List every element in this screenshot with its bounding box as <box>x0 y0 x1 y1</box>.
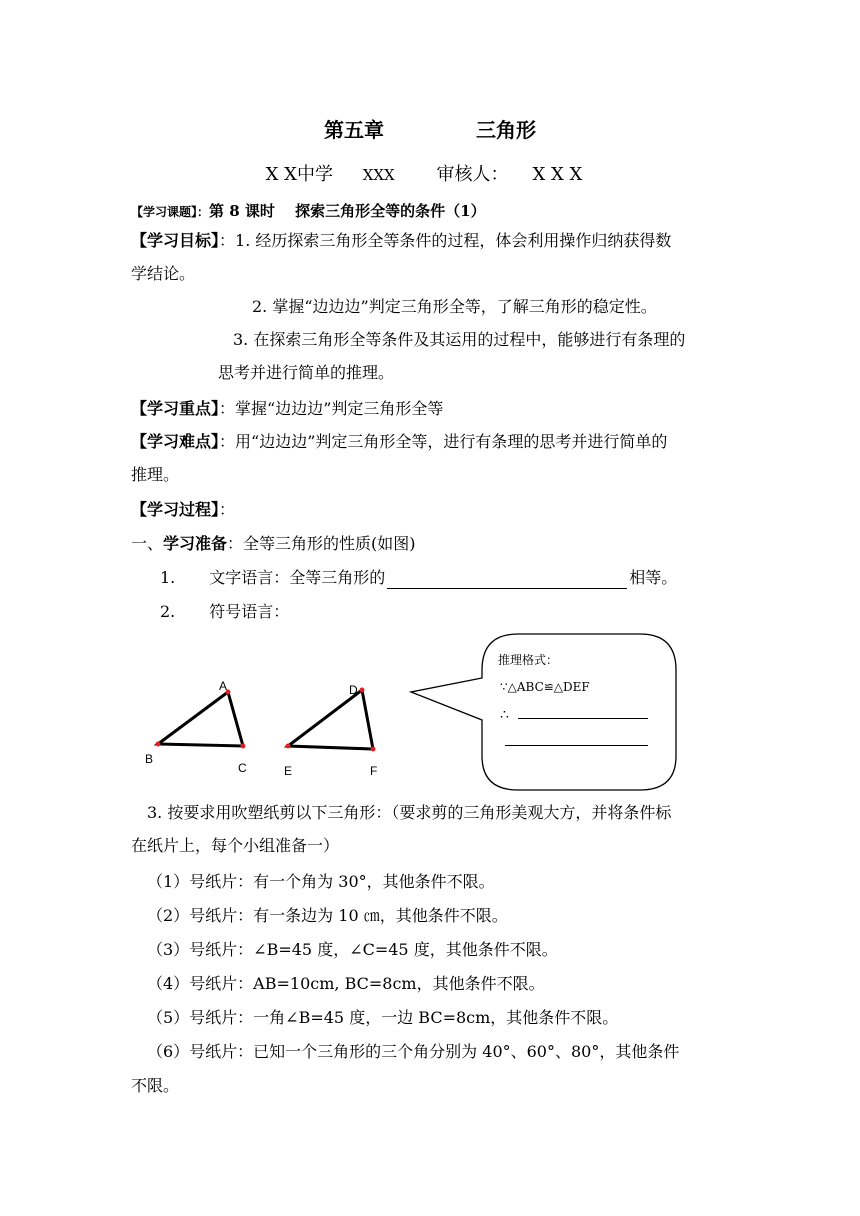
label-f: F <box>370 764 378 778</box>
bubble-blank-2[interactable] <box>505 729 648 746</box>
key-point-label: 【学习重点】 <box>131 399 220 418</box>
vertex-f <box>371 747 376 752</box>
reviewer-name: X X X <box>532 164 583 185</box>
triangle-def <box>288 690 373 749</box>
goal-2: 2. 掌握“边边边”判定三角形全等，了解三角形的稳定性。 <box>252 297 657 316</box>
section-1-text: 全等三角形的性质(如图) <box>243 534 416 553</box>
card-item-1: （1）号纸片：有一个角为 30°，其他条件不限。 <box>147 872 495 891</box>
card-item-6: （6）号纸片：已知一个三角形的三个角分别为 40°、60°、80°，其他条件 <box>147 1042 680 1061</box>
vertex-e <box>286 744 291 749</box>
lesson-label: 【学习课题】 <box>131 205 198 219</box>
key-point-line: 【学习重点】：掌握“边边边”判定三角形全等 <box>131 399 444 418</box>
difficulty-text: 用“边边边”判定三角形全等，进行有条理的思考并进行简单的 <box>235 432 668 451</box>
author-name: XXX <box>362 166 395 184</box>
chapter-topic: 三角形 <box>476 118 536 142</box>
difficulty-line-2: 推理。 <box>131 465 180 484</box>
item-3-line-2: 在纸片上，每个小组准备一） <box>131 836 340 855</box>
school-name: X X中学 <box>265 164 333 185</box>
triangle-abc <box>158 692 243 746</box>
label-e: E <box>284 764 293 778</box>
section-1-heading: 一、学习准备：全等三角形的性质(如图) <box>131 534 416 553</box>
difficulty-line: 【学习难点】：用“边边边”判定三角形全等，进行有条理的思考并进行简单的 <box>131 432 668 451</box>
chapter-label: 第五章 <box>324 118 384 142</box>
symbol-language-item: 2. 符号语言： <box>160 602 290 621</box>
bubble-line-1: ∵△ABC≌△DEF <box>500 680 590 694</box>
reviewer-label: 审核人： <box>436 164 509 185</box>
page-title <box>0 114 860 143</box>
answer-blank[interactable] <box>387 572 627 589</box>
vertex-d <box>360 688 365 693</box>
bubble-therefore: ∴ <box>500 707 509 723</box>
card-item-3: （3）号纸片：∠B=45 度，∠C=45 度，其他条件不限。 <box>147 940 558 959</box>
card-item-5: （5）号纸片：一角∠B=45 度，一边 BC=8cm，其他条件不限。 <box>147 1008 619 1027</box>
goal-3: 3. 在探索三角形全等条件及其运用的过程中，能够进行有条理的 <box>233 330 686 349</box>
process-line: 【学习过程】： <box>131 500 236 519</box>
difficulty-label: 【学习难点】 <box>131 432 220 451</box>
bubble-blank-1[interactable] <box>518 702 648 719</box>
goals-line-2: 学结论。 <box>131 264 196 283</box>
bubble-title: 推理格式： <box>498 653 559 667</box>
goal-1-text: 1. 经历探索三角形全等条件的过程，体会利用操作归纳获得数 <box>235 231 672 250</box>
card-item-6-cont: 不限。 <box>131 1076 180 1095</box>
text-language-item: 1. 文字语言：全等三角形的 相等。 <box>160 568 678 587</box>
card-item-4: （4）号纸片：AB=10cm, BC=8cm，其他条件不限。 <box>147 974 545 993</box>
process-label: 【学习过程】 <box>131 500 220 519</box>
key-point-text: 掌握“边边边”判定三角形全等 <box>235 399 444 418</box>
label-c: C <box>238 761 247 775</box>
card-item-2: （2）号纸片：有一条边为 10 ㎝，其他条件不限。 <box>147 906 508 925</box>
vertex-c <box>241 744 246 749</box>
lesson-title: 第 8 课时 探索三角形全等的条件（1） <box>209 202 486 220</box>
goals-label: 【学习目标】 <box>131 231 220 250</box>
lesson-line: 【学习课题】：第 8 课时 探索三角形全等的条件（1） <box>131 202 486 220</box>
section-1-label: 学习准备 <box>163 534 228 553</box>
label-a: A <box>219 679 228 693</box>
author-line <box>0 160 860 186</box>
label-b: B <box>145 752 154 766</box>
label-d: D <box>349 683 358 697</box>
goals-line-1: 【学习目标】：1. 经历探索三角形全等条件的过程，体会利用操作归纳获得数 <box>131 231 672 250</box>
item-3-line-1: 3. 按要求用吹塑纸剪以下三角形：（要求剪的三角形美观大方，并将条件标 <box>147 803 672 822</box>
goal-3-cont: 思考并进行简单的推理。 <box>218 363 395 382</box>
vertex-b <box>156 742 161 747</box>
